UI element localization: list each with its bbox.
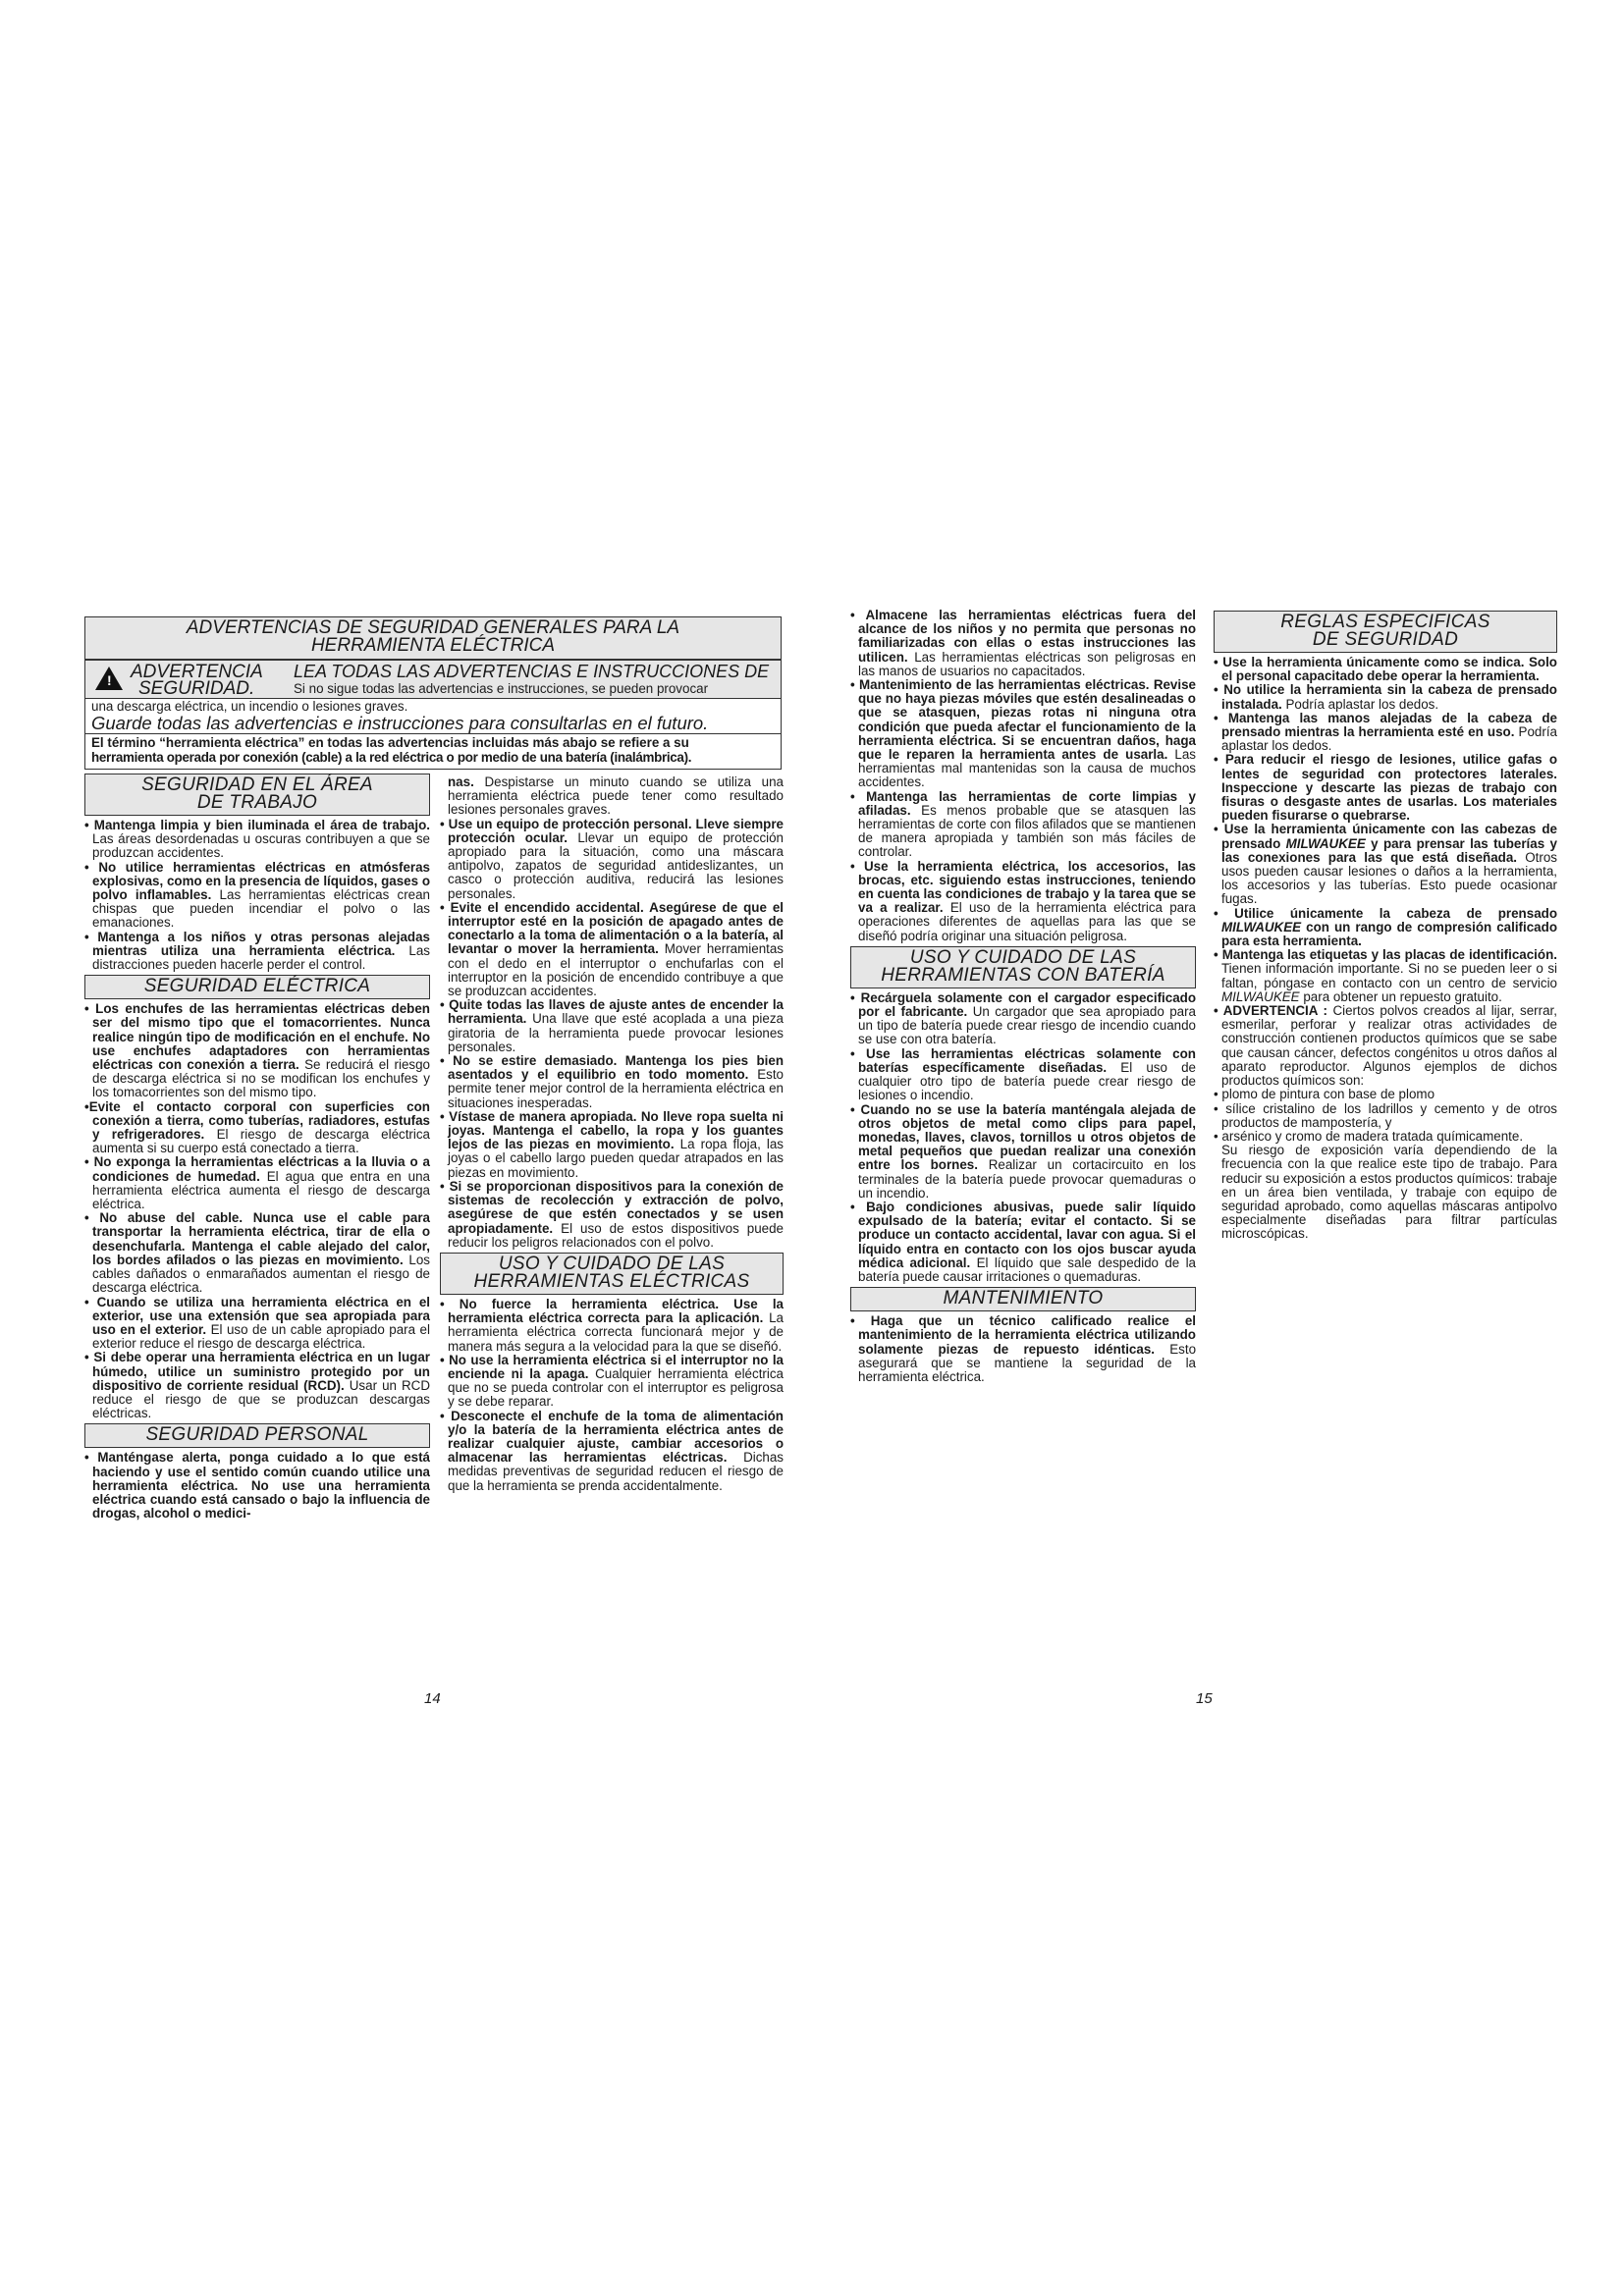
list-item: • ADVERTENCIA : Ciertos polvos creados al lijar, serrar, esmerilar, perforar y realizar otras actividades de construcción contienen productos químicos que se sabe que causan cáncer, defectos congénitos u otros daños al aparato reproductor. Algunos ejemplos de dichos productos químicos son: <box>1214 1003 1557 1089</box>
page-number-left: 14 <box>424 1690 441 1707</box>
heading-work-area-line2: DE TRABAJO <box>196 792 318 813</box>
column-4 <box>1214 611 1557 1242</box>
warning-label-b: SEGURIDAD. <box>138 678 255 699</box>
list-item: • Cuando se utiliza una herramienta eléctrica en el exterior, use una extensión que sea apropiada para uso en el exterior. El uso de un cable apropiado para el exterior reduce el riesgo de descarga eléctrica. <box>84 1294 430 1352</box>
heading-specific-rules-line1: REGLAS ESPECIFICAS <box>1280 612 1490 632</box>
list-item: • Mantenga las herramientas de corte limpias y afiladas. Es menos probable que se atasquen las herramientas de corte con filos afilados que se mantienen de manera apropiada y también son más fáciles de controlar. <box>850 788 1196 860</box>
warning-text2: una descarga eléctrica, un incendio o lesiones graves. <box>91 699 408 714</box>
list-item: • arsénico y cromo de madera tratada químicamente. <box>1214 1128 1524 1144</box>
list-item: • Mantenga a los niños y otras personas alejadas mientras utiliza una herramienta eléctrica. Las distracciones pueden hacerle perder el control. <box>84 929 430 973</box>
column-3 <box>850 609 1196 1384</box>
list-item: • No utilice herramientas eléctricas en atmósferas explosivas, como en la presencia de líquidos, gases o polvo inflamables. Las herramientas eléctricas crean chispas que pueden incendiar el polvo o las emanaciones. <box>84 859 430 931</box>
column-2 <box>440 775 784 1493</box>
list-item: • No utilice la herramienta sin la cabeza de prensado instalada. Podría aplastar los dedos. <box>1214 682 1557 712</box>
list-item: • plomo de pintura con base de plomo <box>1214 1087 1435 1102</box>
heading-specific-rules <box>1214 611 1557 653</box>
warning-save: Guarde todas las advertencias e instrucciones para consultarlas en el futuro. <box>91 713 709 733</box>
list-item: • Mantenga las etiquetas y las placas de identificación. Tienen información importante. Si no se pueden leer o si faltan, póngase en contacto con un centro de servicio MILWAUKEE para obtener un repuesto gratuito. <box>1214 947 1557 1004</box>
list-item: • Use la herramienta únicamente como se indica. Solo el personal capacitado debe operar la herramienta. <box>1214 655 1557 684</box>
list-item: • No exponga la herramientas eléctricas a la lluvia o a condiciones de humedad. El agua que entra en una herramienta eléctrica aumenta el riesgo de descarga eléctrica. <box>84 1154 430 1212</box>
list-item: • Utilice únicamente la cabeza de prensado MILWAUKEE con un rango de compresión calificado para esta herramienta. <box>1214 905 1557 949</box>
paragraph: Su riesgo de exposición varía dependiendo de la frecuencia con la que realice este tipo de trabajo. Para reducir su exposición a estos productos químicos: trabaje en un área bien ventilada, y trabaje con equipo de seguridad aprobado, como aquellas máscaras antipolvo especialmente diseñadas para filtrar partículas microscópicas. <box>1221 1143 1557 1242</box>
list-item: • Vístase de manera apropiada. No lleve ropa suelta ni joyas. Mantenga el cabello, la ropa y los guantes lejos de las piezas en movimiento. La ropa floja, las joyas o el cabello largo pueden quedar atrapados en las piezas en movimiento. <box>440 1108 784 1180</box>
warning-heading: LEA TODAS LAS ADVERTENCIAS E INSTRUCCIONES DE <box>294 662 770 681</box>
warning-box <box>84 660 782 770</box>
warning-header <box>85 661 781 699</box>
list-item: • Recárguela solamente con el cargador especificado por el fabricante. Un cargador que sea apropiado para un tipo de batería puede crear riesgo de incendio cuando se use con otra batería. <box>850 989 1196 1047</box>
list-item: • Para reducir el riesgo de lesiones, utilice gafas o lentes de seguridad con protectores laterales. Inspeccione y descarte las piezas de trabajo con fisuras o desgaste antes de usarlas. Los materiales pueden fisurarse o quebrarse. <box>1214 752 1557 824</box>
list-item: nas. Despistarse un minuto cuando se utiliza una herramienta eléctrica puede tener como resultado lesiones personales graves. <box>448 774 784 818</box>
list-item: • Quite todas las llaves de ajuste antes de encender la herramienta. Una llave que esté acoplada a una pieza giratoria de la herramienta puede provocar lesiones personales. <box>440 997 784 1054</box>
header-title-line2: HERRAMIENTA ELÉCTRICA <box>310 635 556 656</box>
list-item: • Desconecte el enchufe de la toma de alimentación y/o la batería de la herramienta eléctrica antes de realizar cualquier ajuste, cambiar accesorios o almacenar las herramientas eléctricas. Dichas medidas preventivas de seguridad reducen el riesgo de que la herramienta se prenda accidentalmente. <box>440 1408 784 1493</box>
list-item: • sílice cristalino de los ladrillos y cemento y de otros productos de mampostería, y <box>1214 1100 1557 1130</box>
list-item: • No abuse del cable. Nunca use el cable para transportar la herramienta eléctrica, tirar de ella o desenchufarla. Mantenga el cable alejado del calor, los bordes afilados o las piezas en movimiento. Los cables dañados o enmarañados aumentan el riesgo de descarga eléctrica. <box>84 1210 431 1296</box>
list-item: • No use la herramienta eléctrica si el interruptor no la enciende ni la apaga. Cualquier herramienta eléctrica que no se pueda controlar con el interruptor es peligrosa y se debe reparar. <box>440 1352 784 1410</box>
list-item: • Manténgase alerta, ponga cuidado a lo que está haciendo y use el sentido común cuando utilice una herramienta eléctrica. No use una herramienta eléctrica cuando está cansado o bajo la influencia de drogas, alcohol o medici- <box>84 1450 430 1522</box>
list-item: • Mantenimiento de las herramientas eléctricas. Revise que no haya piezas móviles que estén desalineadas o que se atasquen, piezas rotas ni ninguna otra condición que pueda afectar el funcionamiento de la herramienta eléctrica. Si se encuentran daños, haga que le reparen la herramienta antes de usarla. Las herramientas mal mantenidas son la causa de muchos accidentes. <box>850 677 1197 790</box>
heading-battery <box>850 946 1196 988</box>
list-item: • Si debe operar una herramienta eléctrica en un lugar húmedo, utilice un suministro protegido por un dispositivo de corriente residual (RCD). Usar un RCD reduce el riesgo de que se produzcan descargas eléctricas. <box>84 1350 430 1421</box>
list-item: • Use la herramienta únicamente con las cabezas de prensado MILWAUKEE y para prensar las tuberías y las conexiones para las que está diseñada. Otros usos pueden causar lesiones o daños a la herramienta, los accesorios y las tuberías. Esto puede ocasionar fugas. <box>1214 822 1557 907</box>
list-item: • Evite el encendido accidental. Asegúrese de que el interruptor esté en la posición de apagado antes de conectarlo a la toma de alimentación o a la batería, al levantar o mover la herramienta. Mover herramientas con el dedo en el interruptor o enchufarlas con el interruptor en la posición de encendido contribuye a que se produzcan accidentes. <box>440 899 784 999</box>
list-item: • No fuerce la herramienta eléctrica. Use la herramienta eléctrica correcta para la aplicación. La herramienta eléctrica correcta funcionará mejor y de manera más segura a la velocidad para la que se diseñó. <box>440 1296 784 1354</box>
page-number-right: 15 <box>1196 1690 1213 1707</box>
header-title-line1: ADVERTENCIAS DE SEGURIDAD GENERALES PARA LA <box>186 617 680 638</box>
warning-term2: herramienta operada por conexión (cable) a la red eléctrica o por medio de una batería (inalámbrica). <box>91 750 692 765</box>
warning-term1: El término “herramienta eléctrica” en todas las advertencias incluidas más abajo se refiere a su <box>91 735 689 750</box>
heading-personal: SEGURIDAD PERSONAL <box>84 1423 430 1448</box>
heading-maintenance: MANTENIMIENTO <box>850 1287 1196 1311</box>
list-item: • No se estire demasiado. Mantenga los pies bien asentados y el equilibrio en todo momento. Esto permite tener mejor control de la herramienta eléctrica en situaciones inesperadas. <box>440 1053 784 1110</box>
heading-electrical: SEGURIDAD ELÉCTRICA <box>84 975 430 999</box>
warning-label-a: ADVERTENCIA <box>131 662 263 682</box>
list-item: • Mantenga limpia y bien iluminada el área de trabajo. Las áreas desordenadas u oscuras contribuyen a que se produzcan accidentes. <box>84 818 430 861</box>
list-item: • Mantenga las manos alejadas de la cabeza de prensado mientras la herramienta esté en uso. Podría aplastar los dedos. <box>1214 710 1557 754</box>
heading-use-care <box>440 1253 784 1295</box>
list-item: • Bajo condiciones abusivas, puede salir líquido expulsado de la batería; evitar el contacto. Si se produce un contacto accidental, lavar con agua. Si el líquido entra en contacto con los ojos buscar ayuda médica adicional. El líquido que sale despedido de la batería puede causar irritaciones o quemaduras. <box>850 1199 1196 1284</box>
list-item: • Almacene las herramientas eléctricas fuera del alcance de los niños y no permita que personas no familiarizadas con ellas o estas instrucciones las utilicen. Las herramientas eléctricas son peligrosas en las manos de usuarios no capacitados. <box>850 608 1196 678</box>
column-1 <box>84 774 430 1521</box>
list-item: • Si se proporcionan dispositivos para la conexión de sistemas de recolección y extracción de polvo, asegúrese de que estén conectados y se usen apropiadamente. El uso de estos dispositivos puede reducir los peligros relacionados con el polvo. <box>440 1178 784 1250</box>
list-item: • Haga que un técnico calificado realice el mantenimiento de la herramienta eléctrica utilizando solamente piezas de repuesto idénticas. Esto asegurará que se mantiene la seguridad de la herramienta eléctrica. <box>850 1313 1197 1384</box>
list-item: • Los enchufes de las herramientas eléctricas deben ser del mismo tipo que el tomacorrientes. Nunca realice ningún tipo de modificación en el enchufe. No use enchufes adaptadores con herramientas eléctricas con conexión a tierra. Se reducirá el riesgo de descarga eléctrica si no se modifican los enchufes y los tomacorrientes son del mismo tipo. <box>84 1001 430 1100</box>
heading-use-care-line1: USO Y CUIDADO DE LAS <box>498 1253 726 1274</box>
list-item: • Use un equipo de protección personal. Lleve siempre protección ocular. Llevar un equipo de protección apropiado para la situación, como una máscara antipolvo, zapatos de seguridad antideslizantes, un casco o protección auditiva, reducirá las lesiones personales. <box>440 816 785 901</box>
warning-text1: Si no sigue todas las advertencias e instrucciones, se pueden provocar <box>294 681 709 696</box>
heading-battery-line1: USO Y CUIDADO DE LAS <box>909 946 1137 968</box>
list-item: •Evite el contacto corporal con superficies con conexión a tierra, como tuberías, radiadores, estufas y refrigeradores. El riesgo de descarga eléctrica aumenta si su cuerpo está conectado a tierra. <box>84 1098 431 1156</box>
list-item: • Use las herramientas eléctricas solamente con baterías específicamente diseñadas. El uso de cualquier otro tipo de batería puede crear riesgo de lesiones o incendio. <box>850 1045 1196 1103</box>
list-item: • Cuando no se use la batería manténgala alejada de otros objetos de metal como clips para papel, monedas, llaves, clavos, tornillos u otros objetos de metal pequeños que puedan realizar una conexión entre los bornes. Realizar un cortacircuito en los terminales de la batería puede provocar quemaduras o un incendio. <box>850 1101 1196 1201</box>
heading-work-area-line1: SEGURIDAD EN EL ÁREA <box>141 774 373 795</box>
section-header-general <box>84 616 782 660</box>
heading-use-care-line2: HERRAMIENTAS ELÉCTRICAS <box>473 1270 750 1292</box>
heading-specific-rules-line2: DE SEGURIDAD <box>1312 629 1459 650</box>
list-item: • Use la herramienta eléctrica, los accesorios, las brocas, etc. siguiendo estas instrucciones, teniendo en cuenta las condiciones de trabajo y la tarea que se va a realizar. El uso de la herramienta eléctrica para operaciones diferentes de aquellas para las que se diseñó podría originar una situación peligrosa. <box>850 858 1196 943</box>
heading-battery-line2: HERRAMIENTAS CON BATERÍA <box>881 964 1165 986</box>
heading-work-area <box>84 774 430 816</box>
warning-triangle-icon: ! <box>95 667 123 690</box>
